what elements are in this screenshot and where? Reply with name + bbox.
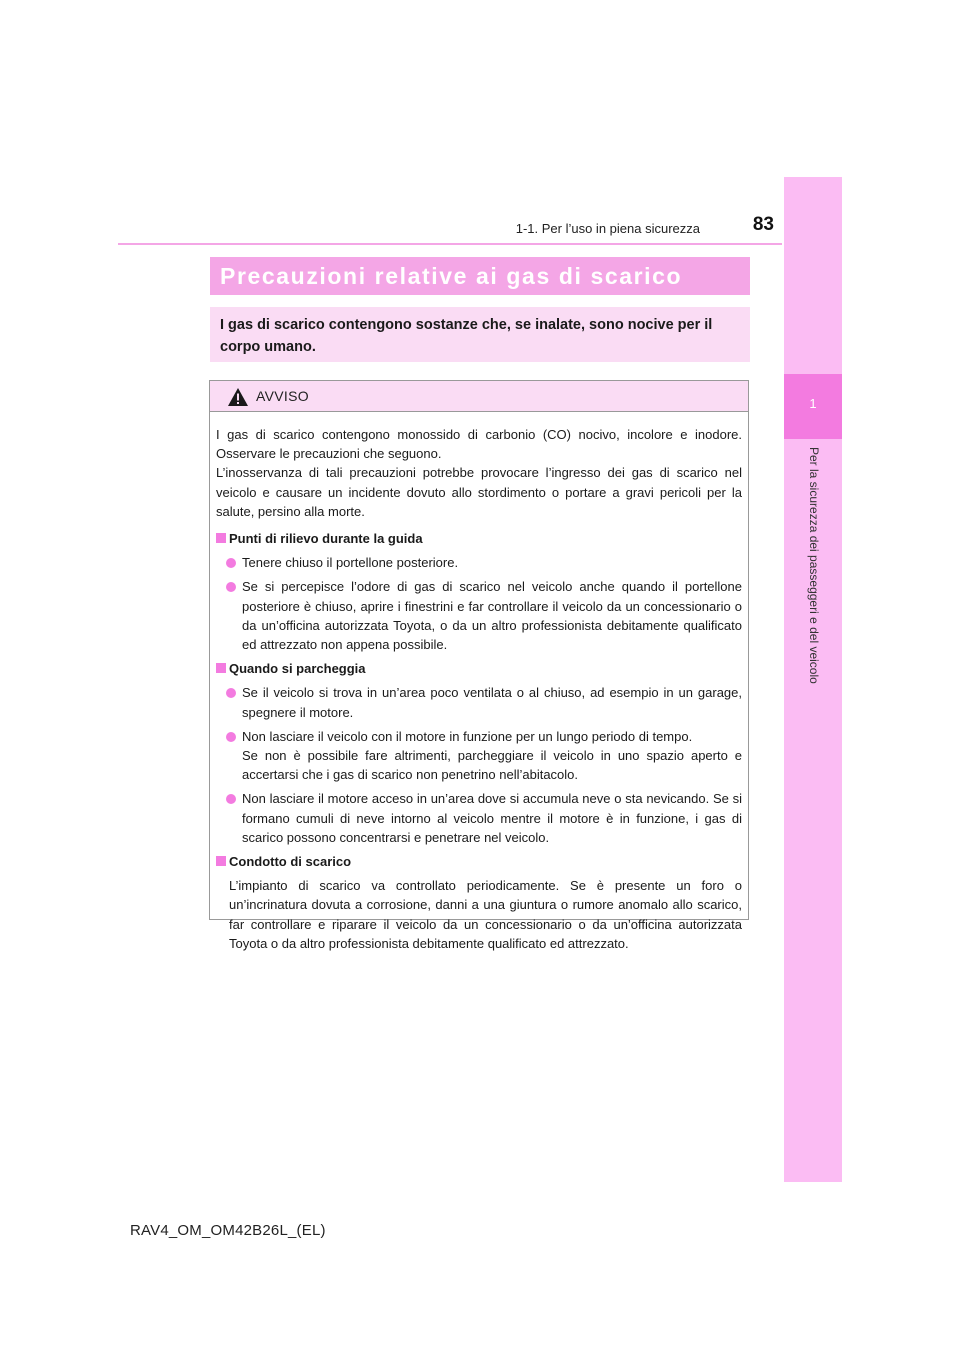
subheading-label: Punti di rilievo durante la guida xyxy=(229,531,423,547)
round-bullet-icon xyxy=(226,688,236,698)
intro-text: I gas di scarico contengono sostanze che, se inalate, sono nocive per il corpo umano. xyxy=(220,317,713,355)
intro-box xyxy=(210,307,750,362)
round-bullet-icon xyxy=(226,794,236,804)
subheading-label: Quando si parcheggia xyxy=(229,661,366,677)
subheading-driving xyxy=(216,529,742,548)
chapter-tab xyxy=(784,374,842,439)
square-bullet-icon xyxy=(216,533,226,543)
list-item xyxy=(216,727,742,785)
warning-paragraph: I gas di scarico contengono monossido di carbonio (CO) nocivo, incolore e inodore. Osservare le precauzioni che seguono. xyxy=(216,427,742,462)
page-number: 83 xyxy=(752,214,774,235)
square-bullet-icon xyxy=(216,663,226,673)
section-path: 1-1. Per l’uso in piena sicurezza xyxy=(515,221,700,236)
document-code: RAV4_OM_OM42B26L_(EL) xyxy=(130,1222,326,1239)
subheading-parking xyxy=(216,659,742,678)
page-title: Precauzioni relative ai gas di scarico xyxy=(220,263,683,289)
exhaust-pipe-text: L’impianto di scarico va controllato periodicamente. Se è presente un foro o un’incrinatura dovuta a corrosione, danni a una giuntura o rumore anomalo allo scarico, far controllare e riparare il veicolo da un concessionario o da un’officina autorizzata Toyota o da altro professionista debitamente qualificato ed attrezzato. xyxy=(229,878,742,951)
exhaust-pipe-text-block xyxy=(216,876,742,953)
square-bullet-icon xyxy=(216,856,226,866)
warning-title: AVVISO xyxy=(256,388,309,404)
round-bullet-icon xyxy=(226,732,236,742)
list-item-text: Se non è possibile fare altrimenti, parcheggiare il veicolo in uno spazio aperto e accertarsi che i gas di scarico non penetrino nell’abitacolo. xyxy=(242,748,742,783)
subheading-label: Condotto di scarico xyxy=(229,854,352,870)
warning-paragraph: L’inosservanza di tali precauzioni potrebbe provocare l’ingresso dei gas di scarico nel veicolo e causare un incidente dovuto allo stordimento o portare a gravi pericoli per la salute, persino alla morte. xyxy=(216,465,742,519)
warning-triangle-icon xyxy=(227,387,249,407)
chapter-sidebar xyxy=(784,177,842,1182)
header-rule xyxy=(118,243,782,245)
list-item-text: Tenere chiuso il portellone posteriore. xyxy=(242,555,459,571)
warning-header xyxy=(210,381,748,412)
list-item xyxy=(216,789,742,847)
list-item xyxy=(216,553,742,572)
list-item-text: Se si percepisce l’odore di gas di scarico nel veicolo anche quando il portellone posteriore è chiuso, aprire i finestrini e far controllare il veicolo da un concessionario o da un’officina autorizzata Toyota, o da un altro professionista debitamente qualificato ed attrezzato non appena possibile. xyxy=(242,579,742,653)
list-item-text: Non lasciare il motore acceso in un’area dove si accumula neve o sta nevicando. Se si formano cumuli di neve intorno al veicolo mentre il motore è in funzione, i gas di scarico possono concentrarsi e penetrare nel veicolo. xyxy=(242,791,742,845)
list-item-text: Se il veicolo si trova in un’area poco ventilata o al chiuso, ad esempio in un garage, spegnere il motore. xyxy=(242,685,742,720)
list-item xyxy=(216,683,742,721)
warning-body xyxy=(216,425,742,953)
list-item-text: Non lasciare il veicolo con il motore in funzione per un lungo periodo di tempo. xyxy=(242,728,693,744)
chapter-title: Per la sicurezza dei passeggeri e del veicolo xyxy=(807,447,821,684)
subheading-exhaust-pipe xyxy=(216,852,742,871)
round-bullet-icon xyxy=(226,558,236,568)
warning-box xyxy=(209,380,749,951)
round-bullet-icon xyxy=(226,582,236,592)
section-title-bar xyxy=(210,257,750,295)
list-item xyxy=(216,577,742,654)
chapter-number: 1 xyxy=(809,396,817,411)
